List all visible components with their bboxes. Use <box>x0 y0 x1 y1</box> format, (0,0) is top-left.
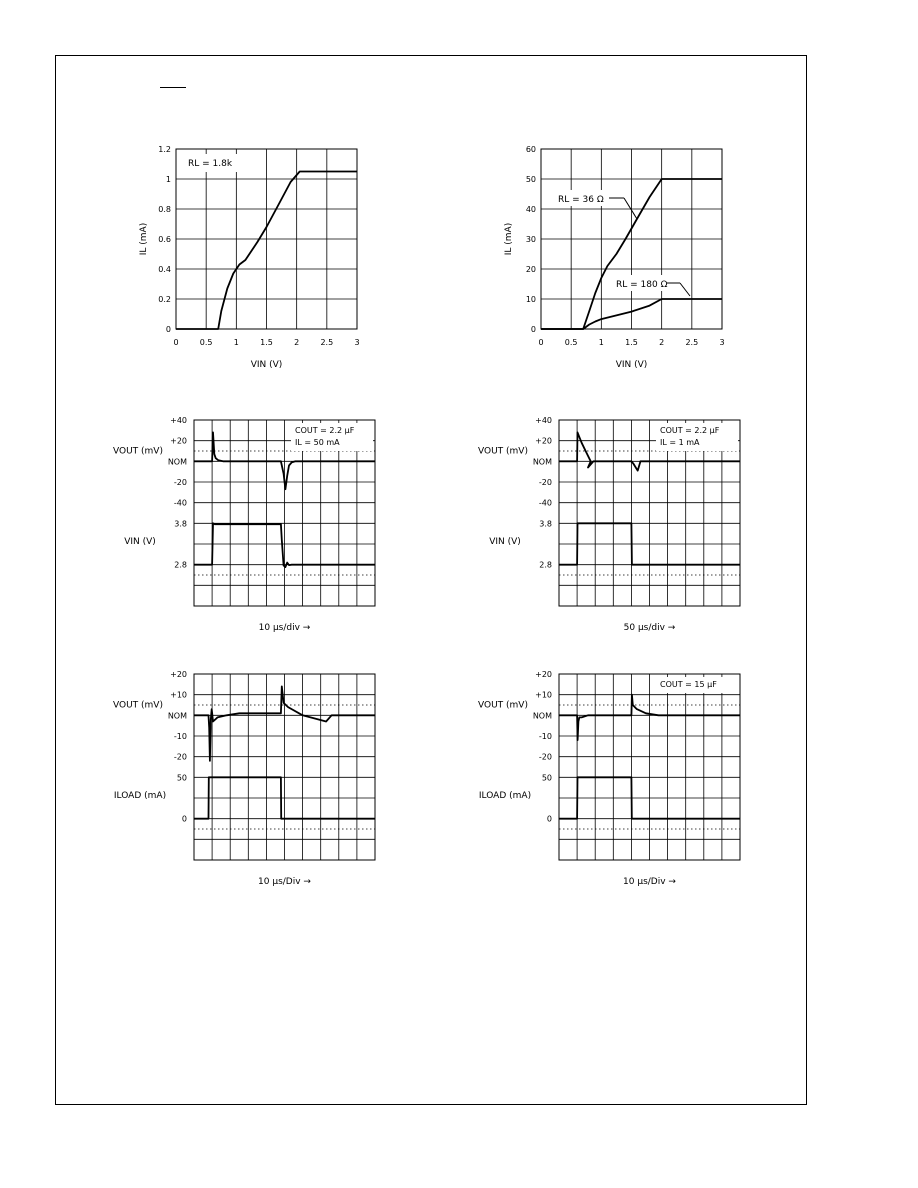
c4-top-tick-label: +20 <box>535 436 552 446</box>
c2-y-tick-label: 30 <box>525 235 536 244</box>
c3-top-tick-label: +20 <box>170 436 187 446</box>
c1-y-tick-label: 0.8 <box>158 205 171 214</box>
c1-x-tick-label: 2.5 <box>320 338 334 347</box>
c4-top-tick-label: NOM <box>532 457 552 467</box>
c3-top-tick-label: -40 <box>173 498 187 508</box>
c1-y-axis-label: IL (mA) <box>139 222 149 256</box>
c2-x-tick-label: 2 <box>659 338 665 347</box>
c4-bottom-tick-label: 3.8 <box>539 519 552 529</box>
c5-bottom-channel-label: ILOAD (mA) <box>113 791 167 801</box>
c2-y-axis-label: IL (mA) <box>504 222 514 256</box>
c4-x-axis-label: 50 μs/div → <box>623 623 676 633</box>
c5-top-tick-label: +10 <box>170 690 187 700</box>
c4-top-channel-label: VOUT (mV) <box>478 446 528 457</box>
c2-x-tick-label: 0.5 <box>564 338 578 347</box>
c1-y-tick-label: 1 <box>165 175 171 184</box>
c4-bottom-channel-label: VIN (V) <box>489 537 521 547</box>
c2-y-tick-label: 50 <box>525 175 536 184</box>
c4-top-tick-label: -40 <box>538 498 552 508</box>
c4-top-tick-label: +40 <box>535 416 552 425</box>
c3-top-tick-label: NOM <box>167 457 187 467</box>
c3-top-tick-label: -20 <box>173 478 187 487</box>
c1-y-tick-label: 0 <box>165 325 171 334</box>
c1-x-tick-label: 1 <box>233 338 239 347</box>
c6-annotation-1: COUT = 15 μF <box>660 680 717 689</box>
c2-x-tick-label: 1 <box>598 338 604 347</box>
c3-top-channel-label: VOUT (mV) <box>113 446 163 457</box>
c6-top-tick-label: NOM <box>532 711 552 721</box>
c6-top-tick-label: +10 <box>535 690 552 700</box>
c1-x-tick-label: 0 <box>173 338 179 347</box>
c5-top-tick-label: -10 <box>173 732 187 741</box>
c2-annotation-rl180: RL = 180 Ω <box>616 280 668 290</box>
c1-y-tick-label: 0.6 <box>158 235 171 244</box>
c2-y-tick-label: 60 <box>525 145 536 154</box>
c5-bottom-tick-label: 50 <box>176 773 187 783</box>
c2-y-tick-label: 40 <box>525 205 536 214</box>
c2-annotation-rl36: RL = 36 Ω <box>558 195 604 205</box>
c1-y-tick-label: 0.4 <box>158 265 171 274</box>
c6-top-channel-label: VOUT (mV) <box>478 700 528 711</box>
c4-bottom-tick-label: 2.8 <box>539 560 552 570</box>
c2-y-tick-label: 10 <box>525 295 536 304</box>
c6-bottom-tick-label: 50 <box>541 773 552 783</box>
c1-x-tick-label: 0.5 <box>199 338 213 347</box>
c5-bottom-tick-label: 0 <box>181 814 187 824</box>
c1-annotation-rl: RL = 1.8k <box>188 159 233 169</box>
c2-y-tick-label: 0 <box>530 325 536 334</box>
c5-top-channel-label: VOUT (mV) <box>113 700 163 711</box>
c2-x-tick-label: 3 <box>719 338 725 347</box>
c1-x-axis-label: VIN (V) <box>250 360 283 370</box>
c3-bottom-tick-label: 3.8 <box>174 519 187 529</box>
c2-x-tick-label: 0 <box>538 338 544 347</box>
c1-x-tick-label: 2 <box>294 338 300 347</box>
c1-x-tick-label: 1.5 <box>260 338 273 347</box>
c3-annotation-1: COUT = 2.2 μF <box>295 426 355 435</box>
c4-annotation-1: COUT = 2.2 μF <box>660 426 720 435</box>
c4-annotation-2: IL = 1 mA <box>660 438 700 447</box>
c4-top-tick-label: -20 <box>538 478 552 487</box>
c3-top-tick-label: +40 <box>170 416 187 425</box>
c2-x-axis-label: VIN (V) <box>615 360 648 370</box>
c2-leader-line <box>624 198 637 219</box>
c6-top-tick-label: +20 <box>535 670 552 679</box>
c3-annotation-2: IL = 50 mA <box>295 438 340 447</box>
c1-y-tick-label: 0.2 <box>158 295 171 304</box>
c5-top-tick-label: NOM <box>167 711 187 721</box>
c1-x-tick-label: 3 <box>354 338 360 347</box>
c6-bottom-tick-label: 0 <box>546 814 552 824</box>
c1-y-tick-label: 1.2 <box>158 145 171 154</box>
c2-x-tick-label: 1.5 <box>625 338 638 347</box>
c2-x-tick-label: 2.5 <box>685 338 699 347</box>
c6-bottom-channel-label: ILOAD (mA) <box>478 791 532 801</box>
c5-top-tick-label: +20 <box>170 670 187 679</box>
c6-x-axis-label: 10 μs/Div → <box>623 877 676 887</box>
c6-top-tick-label: -20 <box>538 752 552 762</box>
c3-x-axis-label: 10 μs/div → <box>258 623 311 633</box>
c6-top-tick-label: -10 <box>538 732 552 741</box>
c3-bottom-tick-label: 2.8 <box>174 560 187 570</box>
c2-leader-line <box>680 283 690 296</box>
c3-bottom-channel-label: VIN (V) <box>124 537 156 547</box>
c2-y-tick-label: 20 <box>525 265 536 274</box>
c5-x-axis-label: 10 μs/Div → <box>258 877 311 887</box>
c5-top-tick-label: -20 <box>173 752 187 762</box>
